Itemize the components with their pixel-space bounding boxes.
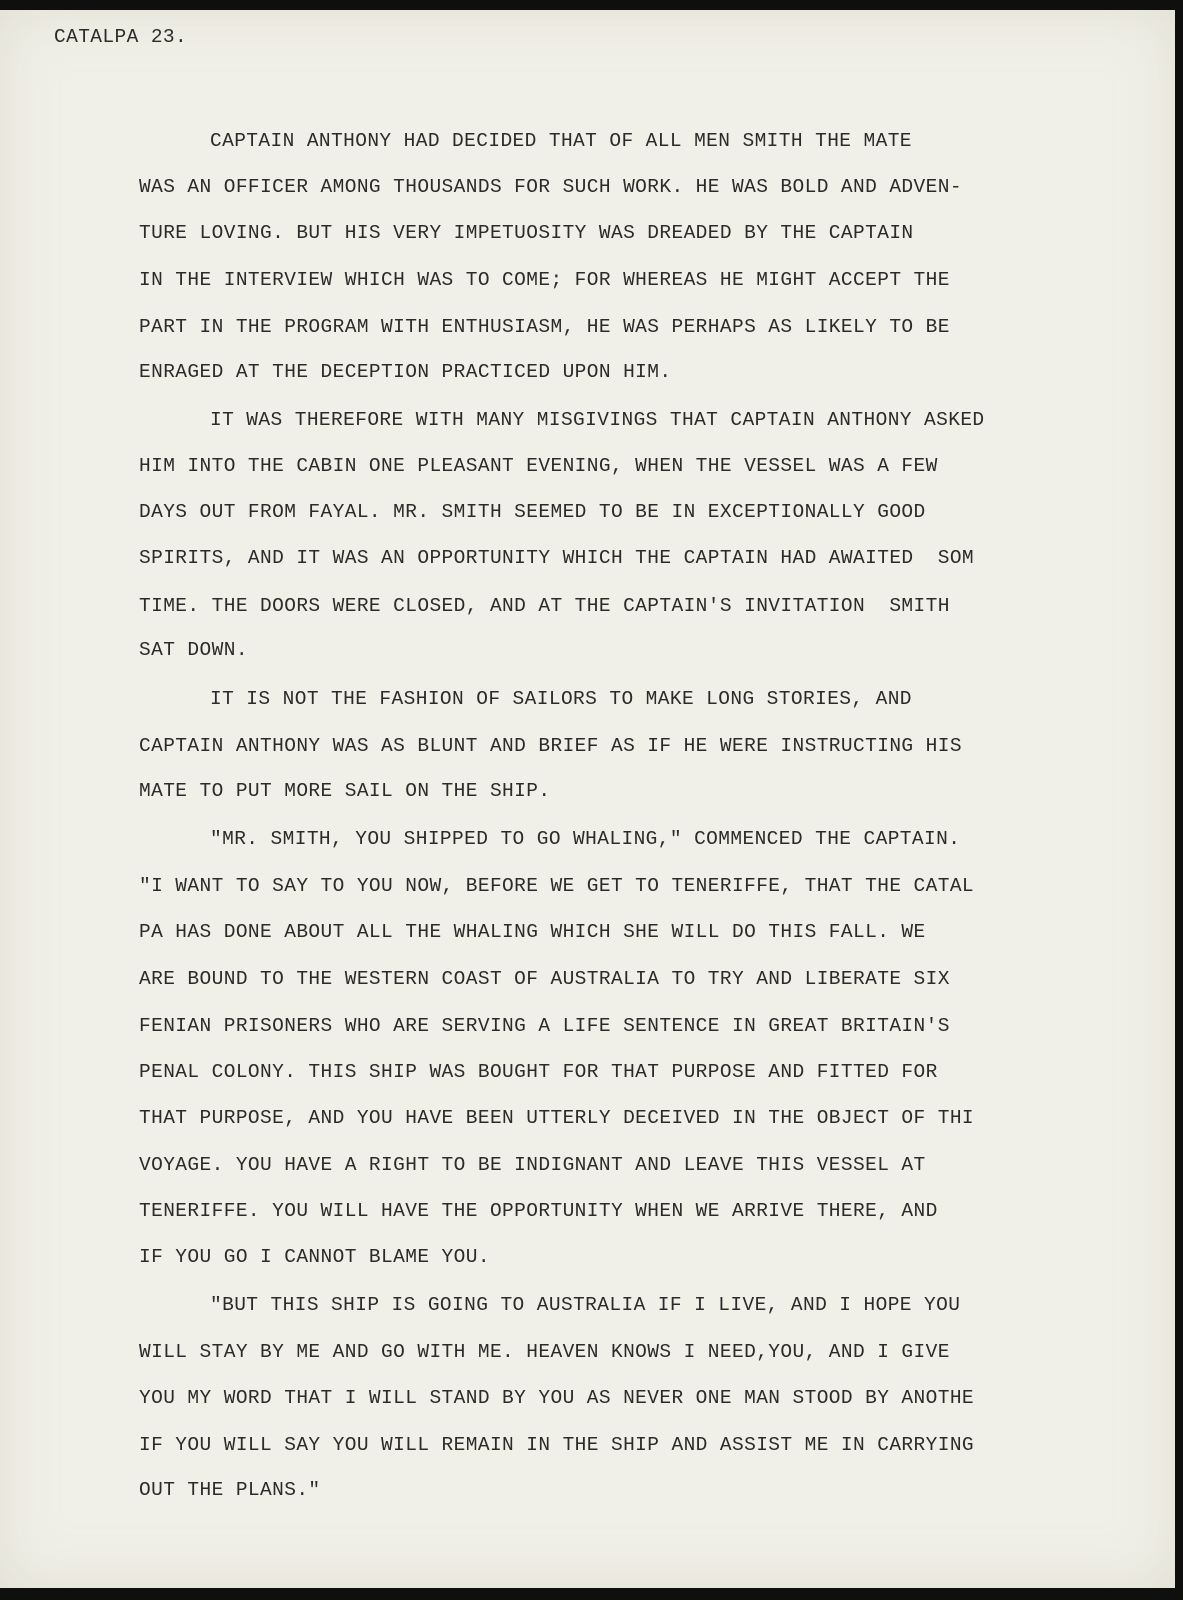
text-line: SPIRITS, AND IT WAS AN OPPORTUNITY WHICH THE CAPTAIN HAD AWAITED SOM (139, 547, 975, 569)
text-line: IF YOU GO I CANNOT BLAME YOU. (139, 1246, 490, 1268)
text-line: DAYS OUT FROM FAYAL. MR. SMITH SEEMED TO BE IN EXCEPTIONALLY GOOD (139, 501, 926, 523)
page-header: CATALPA 23. (54, 26, 188, 48)
text-line: "I WANT TO SAY TO YOU NOW, BEFORE WE GET TO TENERIFFE, THAT THE CATAL (139, 875, 975, 897)
text-line: SAT DOWN. (139, 639, 248, 661)
text-line: FENIAN PRISONERS WHO ARE SERVING A LIFE SENTENCE IN GREAT BRITAIN'S (139, 1015, 950, 1037)
text-line: IT IS NOT THE FASHION OF SAILORS TO MAKE LONG STORIES, AND (210, 688, 912, 710)
text-line: IN THE INTERVIEW WHICH WAS TO COME; FOR WHEREAS HE MIGHT ACCEPT THE (139, 269, 950, 291)
text-line: WILL STAY BY ME AND GO WITH ME. HEAVEN KNOWS I NEED,YOU, AND I GIVE (139, 1341, 950, 1363)
text-line: "BUT THIS SHIP IS GOING TO AUSTRALIA IF I LIVE, AND I HOPE YOU (210, 1294, 961, 1316)
text-line: PART IN THE PROGRAM WITH ENTHUSIASM, HE WAS PERHAPS AS LIKELY TO BE (139, 316, 950, 338)
text-line: WAS AN OFFICER AMONG THOUSANDS FOR SUCH WORK. HE WAS BOLD AND ADVEN- (139, 176, 962, 198)
text-line: OUT THE PLANS." (139, 1479, 321, 1501)
text-line: HIM INTO THE CABIN ONE PLEASANT EVENING, WHEN THE VESSEL WAS A FEW (139, 455, 938, 477)
text-line: VOYAGE. YOU HAVE A RIGHT TO BE INDIGNANT AND LEAVE THIS VESSEL AT (139, 1154, 926, 1176)
text-line: CAPTAIN ANTHONY HAD DECIDED THAT OF ALL MEN SMITH THE MATE (210, 130, 912, 152)
text-line: TIME. THE DOORS WERE CLOSED, AND AT THE CAPTAIN'S INVITATION SMITH (139, 595, 950, 617)
text-line: IF YOU WILL SAY YOU WILL REMAIN IN THE SHIP AND ASSIST ME IN CARRYING (139, 1434, 975, 1456)
text-line: ENRAGED AT THE DECEPTION PRACTICED UPON HIM. (139, 361, 672, 383)
typewritten-page (0, 10, 1175, 1588)
text-line: ARE BOUND TO THE WESTERN COAST OF AUSTRALIA TO TRY AND LIBERATE SIX (139, 968, 950, 990)
text-line: TURE LOVING. BUT HIS VERY IMPETUOSITY WAS DREADED BY THE CAPTAIN (139, 222, 914, 244)
text-line: YOU MY WORD THAT I WILL STAND BY YOU AS NEVER ONE MAN STOOD BY ANOTHE (139, 1387, 975, 1409)
text-line: MATE TO PUT MORE SAIL ON THE SHIP. (139, 780, 551, 802)
text-line: PENAL COLONY. THIS SHIP WAS BOUGHT FOR THAT PURPOSE AND FITTED FOR (139, 1061, 938, 1083)
text-line: IT WAS THEREFORE WITH MANY MISGIVINGS THAT CAPTAIN ANTHONY ASKED (210, 409, 985, 431)
text-line: PA HAS DONE ABOUT ALL THE WHALING WHICH SHE WILL DO THIS FALL. WE (139, 921, 926, 943)
text-line: CAPTAIN ANTHONY WAS AS BLUNT AND BRIEF AS IF HE WERE INSTRUCTING HIS (139, 735, 962, 757)
text-line: THAT PURPOSE, AND YOU HAVE BEEN UTTERLY DECEIVED IN THE OBJECT OF THI (139, 1107, 975, 1129)
text-line: TENERIFFE. YOU WILL HAVE THE OPPORTUNITY WHEN WE ARRIVE THERE, AND (139, 1200, 938, 1222)
text-line: "MR. SMITH, YOU SHIPPED TO GO WHALING," COMMENCED THE CAPTAIN. (210, 828, 961, 850)
